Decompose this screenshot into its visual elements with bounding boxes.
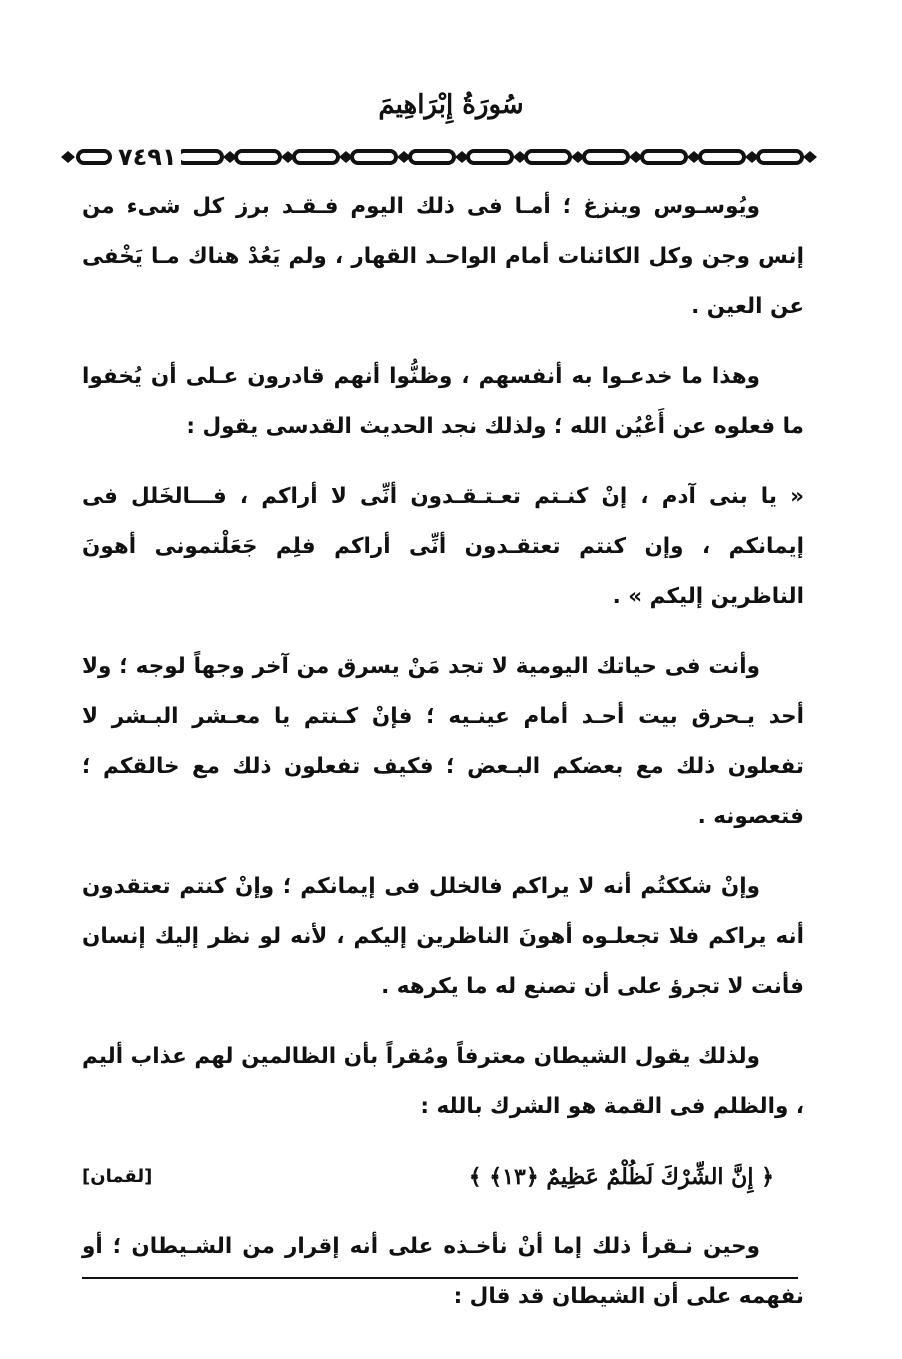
surah-title: سُورَةُ إِبْرَاهِيمَ [378, 90, 524, 120]
hadith-quote: « يا بنى آدم ، إنْ كنـتم تعـتـقـدون أنِّى لا أراكم ، فـــالخَلل فى إيمانكم ، وإن كنتم تعتقـدون أنِّى أراكم فلِم جَعَلْتمونى أهونَ الناظرين إليكم » . [82, 484, 804, 609]
paragraph: ويُوسـوس وينزغ ؛ أمـا فى ذلك اليوم فـقـد برز كل شىء من إنس وجن وكل الكائنات أمام الواحـد القهار ، ولم يَعُدْ هناك مـا يَخْفى عن العين . [82, 194, 804, 319]
page-body [82, 182, 804, 1342]
paragraph: وأنت فى حياتك اليومية لا تجد مَنْ يسرق من آخر وجهاً لوجه ؛ ولا أحد يـحرق بيت أحـد أمام عينـيه ؛ فإنْ كـنتم يا معـشر البـشر لا تفعلون ذلك مع بعضكم البـعض ؛ فكيف تفعلون ذلك مع خالقكم ؛ فتعصونه . [82, 654, 804, 829]
ornament-border [60, 140, 830, 174]
verse-reference: [لقمان] [82, 1166, 153, 1187]
paragraph: وهذا ما خدعـوا به أنفسهم ، وظنُّوا أنهم قادرون عـلى أن يُخفوا ما فعلوه عن أَعْيُن الله ؛ ولذلك نجد الحديث القدسى يقول : [82, 364, 804, 439]
quran-verse: ﴿ إِنَّ الشِّرْكَ لَظُلْمٌ عَظِيمٌ ﴿١٣﴾ ﴾ [468, 1164, 774, 1190]
footer-rule [82, 1277, 798, 1279]
paragraph: وحين نـقرأ ذلك إما أنْ نأخـذه على أنه إقرار من الشـيطان ؛ أو نفهمه على أن الشيطان قد قال : [82, 1234, 804, 1309]
paragraph: وإنْ شككتُم أنه لا يراكم فالخلل فى إيمانكم ؛ وإنْ كنتم تعتقدون أنه يراكم فلا تجعلـوه أهونَ الناظرين إليكم ، لأنه لو نظر إليك إنسان فأنت لا تجرؤ على أن تصنع له ما يكرهه . [82, 874, 804, 999]
quran-verse-line [82, 1152, 804, 1202]
paragraph: ولذلك يقول الشيطان معترفاً ومُقراً بأن الظالمين لهم عذاب أليم ، والظلم فى القمة هو الشرك بالله : [82, 1044, 804, 1119]
page-number: ٧٤٩١ [114, 140, 181, 174]
